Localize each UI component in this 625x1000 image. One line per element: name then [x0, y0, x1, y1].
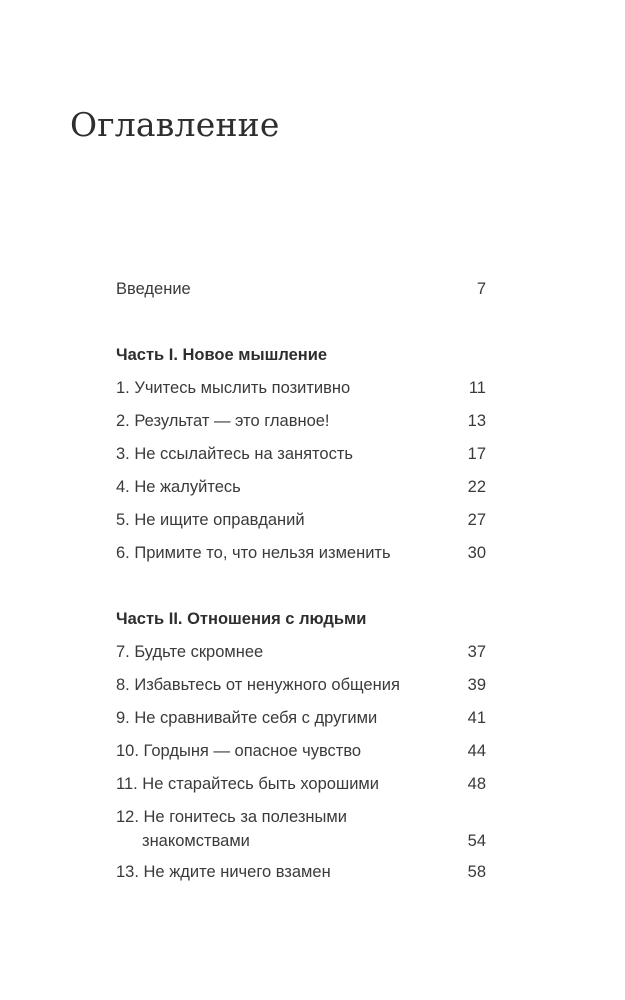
toc-entry-label: 11. Не старайтесь быть хорошими: [116, 775, 379, 793]
toc-entry-label: 1. Учитесь мыслить позитивно: [116, 379, 351, 397]
toc-page-number: 27: [467, 511, 486, 529]
toc-entry-label: 12. Не гонитесь за полезными: [116, 808, 347, 826]
toc-entry-label: 2. Результат — это главное!: [116, 412, 330, 430]
page-title: Оглавление: [70, 105, 280, 144]
toc-entry-label: 10. Гордыня — опасное чувство: [116, 742, 362, 760]
toc-entry-label: 5. Не ищите оправданий: [116, 511, 305, 529]
toc-entry-label: 9. Не сравнивайте себя с другими: [116, 709, 378, 727]
toc-entry-label: Введение: [116, 280, 191, 298]
toc-entry-label: 3. Не ссылайтесь на занятость: [116, 445, 353, 463]
toc-entry-label: 13. Не ждите ничего взамен: [116, 863, 331, 881]
toc-page-number: 11: [468, 379, 486, 397]
toc-entry-label: 7. Будьте скромнее: [116, 643, 264, 661]
part-heading-1: Часть I. Новое мышление: [116, 346, 328, 364]
toc-entry-label: 8. Избавьтесь от ненужного общения: [116, 676, 400, 694]
toc-page-number: 39: [467, 676, 486, 694]
toc-page-number: 41: [467, 709, 486, 727]
toc-page-number: 48: [467, 775, 486, 793]
toc-page-number: 54: [467, 832, 486, 850]
toc-page-number: 7: [476, 280, 486, 298]
toc-page-number: 17: [467, 445, 486, 463]
toc-page-number: 37: [467, 643, 486, 661]
toc-entry-label: 6. Примите то, что нельзя изменить: [116, 544, 391, 562]
toc-page-number: 58: [467, 863, 486, 881]
toc-page-number: 13: [467, 412, 486, 430]
toc-page-number: 30: [467, 544, 486, 562]
toc-entry-label-continued: знакомствами: [142, 832, 250, 850]
part-heading-2: Часть II. Отношения с людьми: [116, 610, 367, 628]
toc-page-number: 44: [467, 742, 486, 760]
toc-page-number: 22: [467, 478, 486, 496]
toc-entry-label: 4. Не жалуйтесь: [116, 478, 241, 496]
